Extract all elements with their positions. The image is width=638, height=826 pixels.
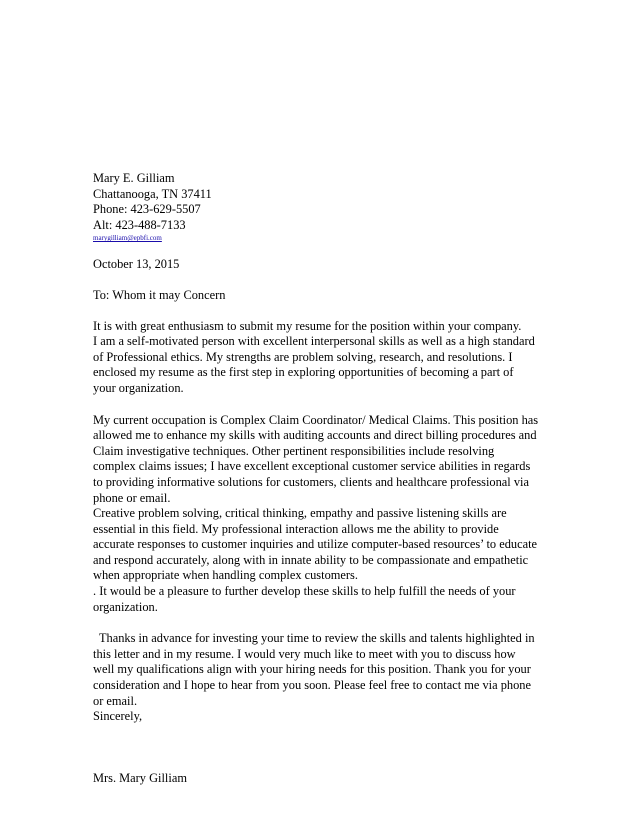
paragraph-line: your organization. [93, 380, 184, 395]
cover-letter [93, 171, 553, 786]
paragraph-experience [93, 413, 553, 616]
paragraph-line: allowed me to enhance my skills with auditing accounts and direct billing procedures and [93, 428, 537, 443]
paragraph-line: of Professional ethics. My strengths are problem solving, research, and resolutions. I [93, 349, 513, 364]
paragraph-line: phone or email. [93, 490, 171, 505]
paragraph-line: to providing informative solutions for customers, clients and healthcare professional via [93, 474, 529, 489]
sender-name: Mary E. Gilliam [93, 171, 175, 185]
sender-block [93, 171, 553, 243]
paragraph-line: . It would be a pleasure to further develop these skills to help fulfill the needs of your [93, 584, 516, 599]
sender-email-link[interactable]: marygilliam@epbfi.com [93, 234, 162, 243]
paragraph-line: enclosed my resume as the first step in exploring opportunities of becoming a part of [93, 365, 514, 380]
paragraph-line: Creative problem solving, critical thinking, empathy and passive listening skills are [93, 506, 507, 521]
paragraph-line: well my qualifications align with your hiring needs for this position. Thank you for your [93, 662, 531, 677]
paragraph-line: I am a self-motivated person with excellent interpersonal skills as well as a high standard [93, 334, 535, 349]
signature-name: Mrs. Mary Gilliam [93, 770, 187, 785]
sender-phone: Phone: 423-629-5507 [93, 202, 201, 217]
letter-date: October 13, 2015 [93, 257, 180, 272]
spacer [93, 304, 553, 319]
spacer [93, 615, 553, 631]
paragraph-line: and respond accurately, along with in innate ability to be compassionate and empathetic [93, 552, 529, 567]
paragraph-line: My current occupation is Complex Claim Coordinator/ Medical Claims. This position has [93, 412, 539, 427]
paragraph-line: essential in this field. My professional interaction allows me the ability to provide [93, 521, 499, 536]
spacer [93, 273, 553, 288]
sender-city-state: Chattanooga, TN 37411 [93, 186, 212, 201]
paragraph-line: organization. [93, 599, 158, 614]
salutation: To: Whom it may Concern [93, 287, 226, 302]
spacer [93, 725, 553, 771]
paragraph-line: or email. [93, 693, 138, 708]
paragraph-line: complex claims issues; I have excellent exceptional customer service abilities in regards [93, 459, 531, 474]
complimentary-close: Sincerely, [93, 709, 143, 724]
paragraph-line: this letter and in my resume. I would very much like to meet with you to discuss how [93, 646, 516, 661]
paragraph-line: accurate responses to customer inquiries and utilize computer-based resources’ to educate [93, 537, 538, 552]
spacer [93, 243, 553, 257]
paragraph-closing [93, 631, 553, 709]
paragraph-line: when appropriate when handling complex customers. [93, 568, 358, 583]
paragraph-intro [93, 319, 553, 397]
paragraph-line: Thanks in advance for investing your time to review the skills and talents highlighted in [93, 631, 535, 646]
sender-alt-phone: Alt: 423-488-7133 [93, 217, 186, 232]
paragraph-line: It is with great enthusiasm to submit my resume for the position within your company. [93, 318, 522, 333]
paragraph-line: Claim investigative techniques. Other pertinent responsibilities include resolving [93, 443, 495, 458]
spacer [93, 397, 553, 413]
paragraph-line: consideration and I hope to hear from you soon. Please feel free to contact me via phone [93, 678, 531, 693]
